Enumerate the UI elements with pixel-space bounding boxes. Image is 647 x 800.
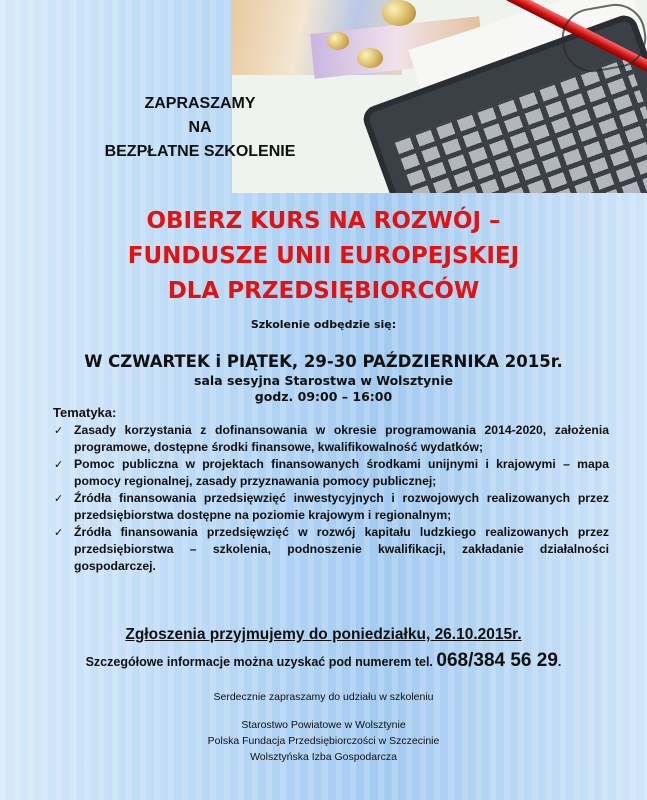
phone-period: . — [557, 655, 562, 669]
checkmark-icon: ✓ — [54, 492, 64, 505]
training-title — [0, 204, 647, 309]
coin-image — [382, 0, 416, 26]
contact-prefix: Szczegółowe informacje można uzyskać pod numerem tel. — [85, 655, 433, 669]
organizer-name: Starostwo Powiatowe w Wolsztynie — [241, 719, 406, 731]
topic-text: Źródła finansowania przedsięwzięć inwestycyjnych i rozwojowych realizowanych przez przedsiębiorstwa dostępne na poziomie krajowym i regionalnym; — [74, 491, 609, 522]
event-venue: sala sesyjna Starostwa w Wolsztynie — [194, 373, 453, 388]
event-hours: godz. 09:00 – 16:00 — [254, 389, 393, 404]
phone-number: 068/384 56 29 — [436, 650, 558, 671]
topics-label: Tematyka: — [53, 405, 117, 420]
invitation-heading — [30, 92, 370, 164]
checkmark-icon: ✓ — [54, 424, 64, 437]
list-item — [54, 490, 609, 524]
invite-line: BEZPŁATNE SZKOLENIE — [104, 143, 296, 160]
title-line: DLA PRZEDSIĘBIORCÓW — [167, 278, 480, 304]
event-lead: Szkolenie odbędzie się: — [250, 318, 397, 331]
event-dates: W CZWARTEK i PIĄTEK, 29-30 PAŹDZIERNIKA 2015r. — [84, 352, 563, 371]
title-line: FUNDUSZE UNII EUROPEJSKIEJ — [127, 243, 520, 269]
checkmark-icon: ✓ — [54, 526, 64, 539]
closing-invitation: Serdecznie zapraszamy do udziału w szkoleniu — [213, 691, 434, 703]
topic-text: Zasady korzystania z dofinansowania w okresie programowania 2014-2020, założenia programowe, dostępne środki finansowe, kwalifikowalność wydatków; — [74, 423, 609, 454]
organizer-name: Wolsztyńska Izba Gospodarcza — [250, 751, 397, 763]
list-item — [54, 524, 609, 575]
title-line: OBIERZ KURS NA ROZWÓJ – — [146, 208, 501, 234]
list-item — [54, 456, 609, 490]
organizers — [0, 717, 647, 765]
topics-list — [54, 422, 609, 575]
contact-details — [0, 650, 647, 672]
registration-deadline: Zgłoszenia przyjmujemy do poniedziałku, 26.10.2015r. — [125, 626, 522, 643]
topic-text: Pomoc publiczna w projektach finansowanych środkami unijnymi i krajowymi – mapa pomocy regionalnej, zasady przyznawania pomocy publicznej; — [74, 457, 609, 488]
topic-text: Źródła finansowania przedsięwzięć w rozwój kapitału ludzkiego realizowanych przez przedsiębiorstwa – szkolenia, podnoszenie kwalifikacji, zakładanie działalności gospodarczej. — [74, 525, 609, 573]
coin-image — [327, 32, 349, 50]
invite-line: NA — [188, 119, 212, 136]
list-item — [54, 422, 609, 456]
checkmark-icon: ✓ — [54, 458, 64, 471]
organizer-name: Polska Fundacja Przedsiębiorczości w Szczecinie — [207, 735, 440, 747]
coin-image — [357, 48, 383, 68]
invite-line: ZAPRASZAMY — [144, 95, 256, 112]
